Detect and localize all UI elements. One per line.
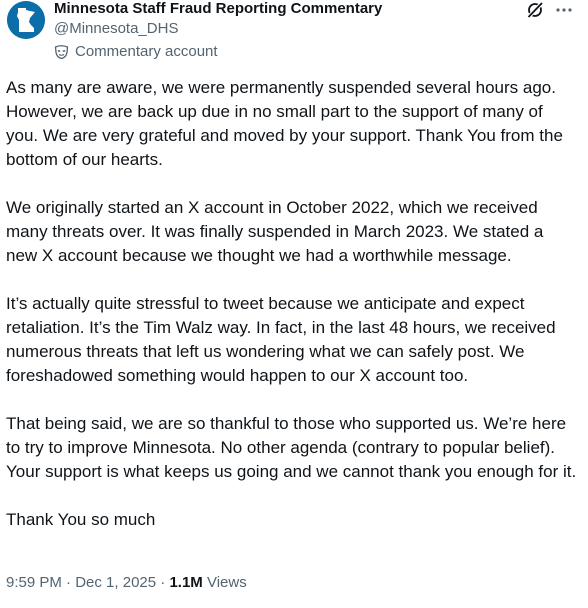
grok-button[interactable]: [524, 0, 546, 20]
more-dots-icon: [555, 7, 573, 13]
post-paragraph: Thank You so much: [6, 510, 156, 529]
meta-separator: ·: [156, 574, 170, 591]
more-button[interactable]: [552, 0, 576, 20]
post-date[interactable]: Dec 1, 2025: [75, 574, 157, 591]
meta-separator: ·: [61, 574, 76, 591]
post-meta: [6, 574, 247, 591]
post-paragraph: We originally started an X account in October 2022, which we received many threats over. It was finally suspended in March 2023. We stated a new X account because we thought we had a worthwhile message.: [6, 198, 544, 265]
avatar[interactable]: [7, 1, 45, 39]
author-name[interactable]: Minnesota Staff Fraud Reporting Commentary: [54, 0, 383, 17]
post-text: [6, 76, 578, 532]
post-paragraph: As many are aware, we were permanently suspended several hours ago. However, we are back up due in no small part to the support of many of you. We are very grateful and moved by your support. Thank You from the bottom of our hearts.: [6, 78, 563, 169]
post-paragraph: That being said, we are so thankful to those who supported us. We’re here to try to improve Minnesota. No other agenda (contrary to popular belief). Your support is what keeps us going and we cannot thank you enough for it.: [6, 414, 577, 481]
grok-icon: [526, 1, 544, 19]
views-label: Views: [206, 574, 247, 591]
account-label: [54, 43, 218, 60]
post-header: [0, 0, 588, 64]
account-label-text: Commentary account: [75, 43, 218, 60]
views-count: 1.1M: [169, 574, 203, 591]
minnesota-state-icon: [7, 1, 45, 39]
author-handle[interactable]: @Minnesota_DHS: [54, 20, 179, 37]
post-time[interactable]: 9:59 PM: [6, 574, 62, 591]
mask-icon: [54, 45, 69, 59]
post-paragraph: It’s actually quite stressful to tweet because we anticipate and expect retaliation. It’s the Tim Walz way. In fact, in the last 48 hours, we received numerous threats that left us wondering what we can safely post. We foreshadowed something would happen to our X account too.: [6, 294, 556, 385]
